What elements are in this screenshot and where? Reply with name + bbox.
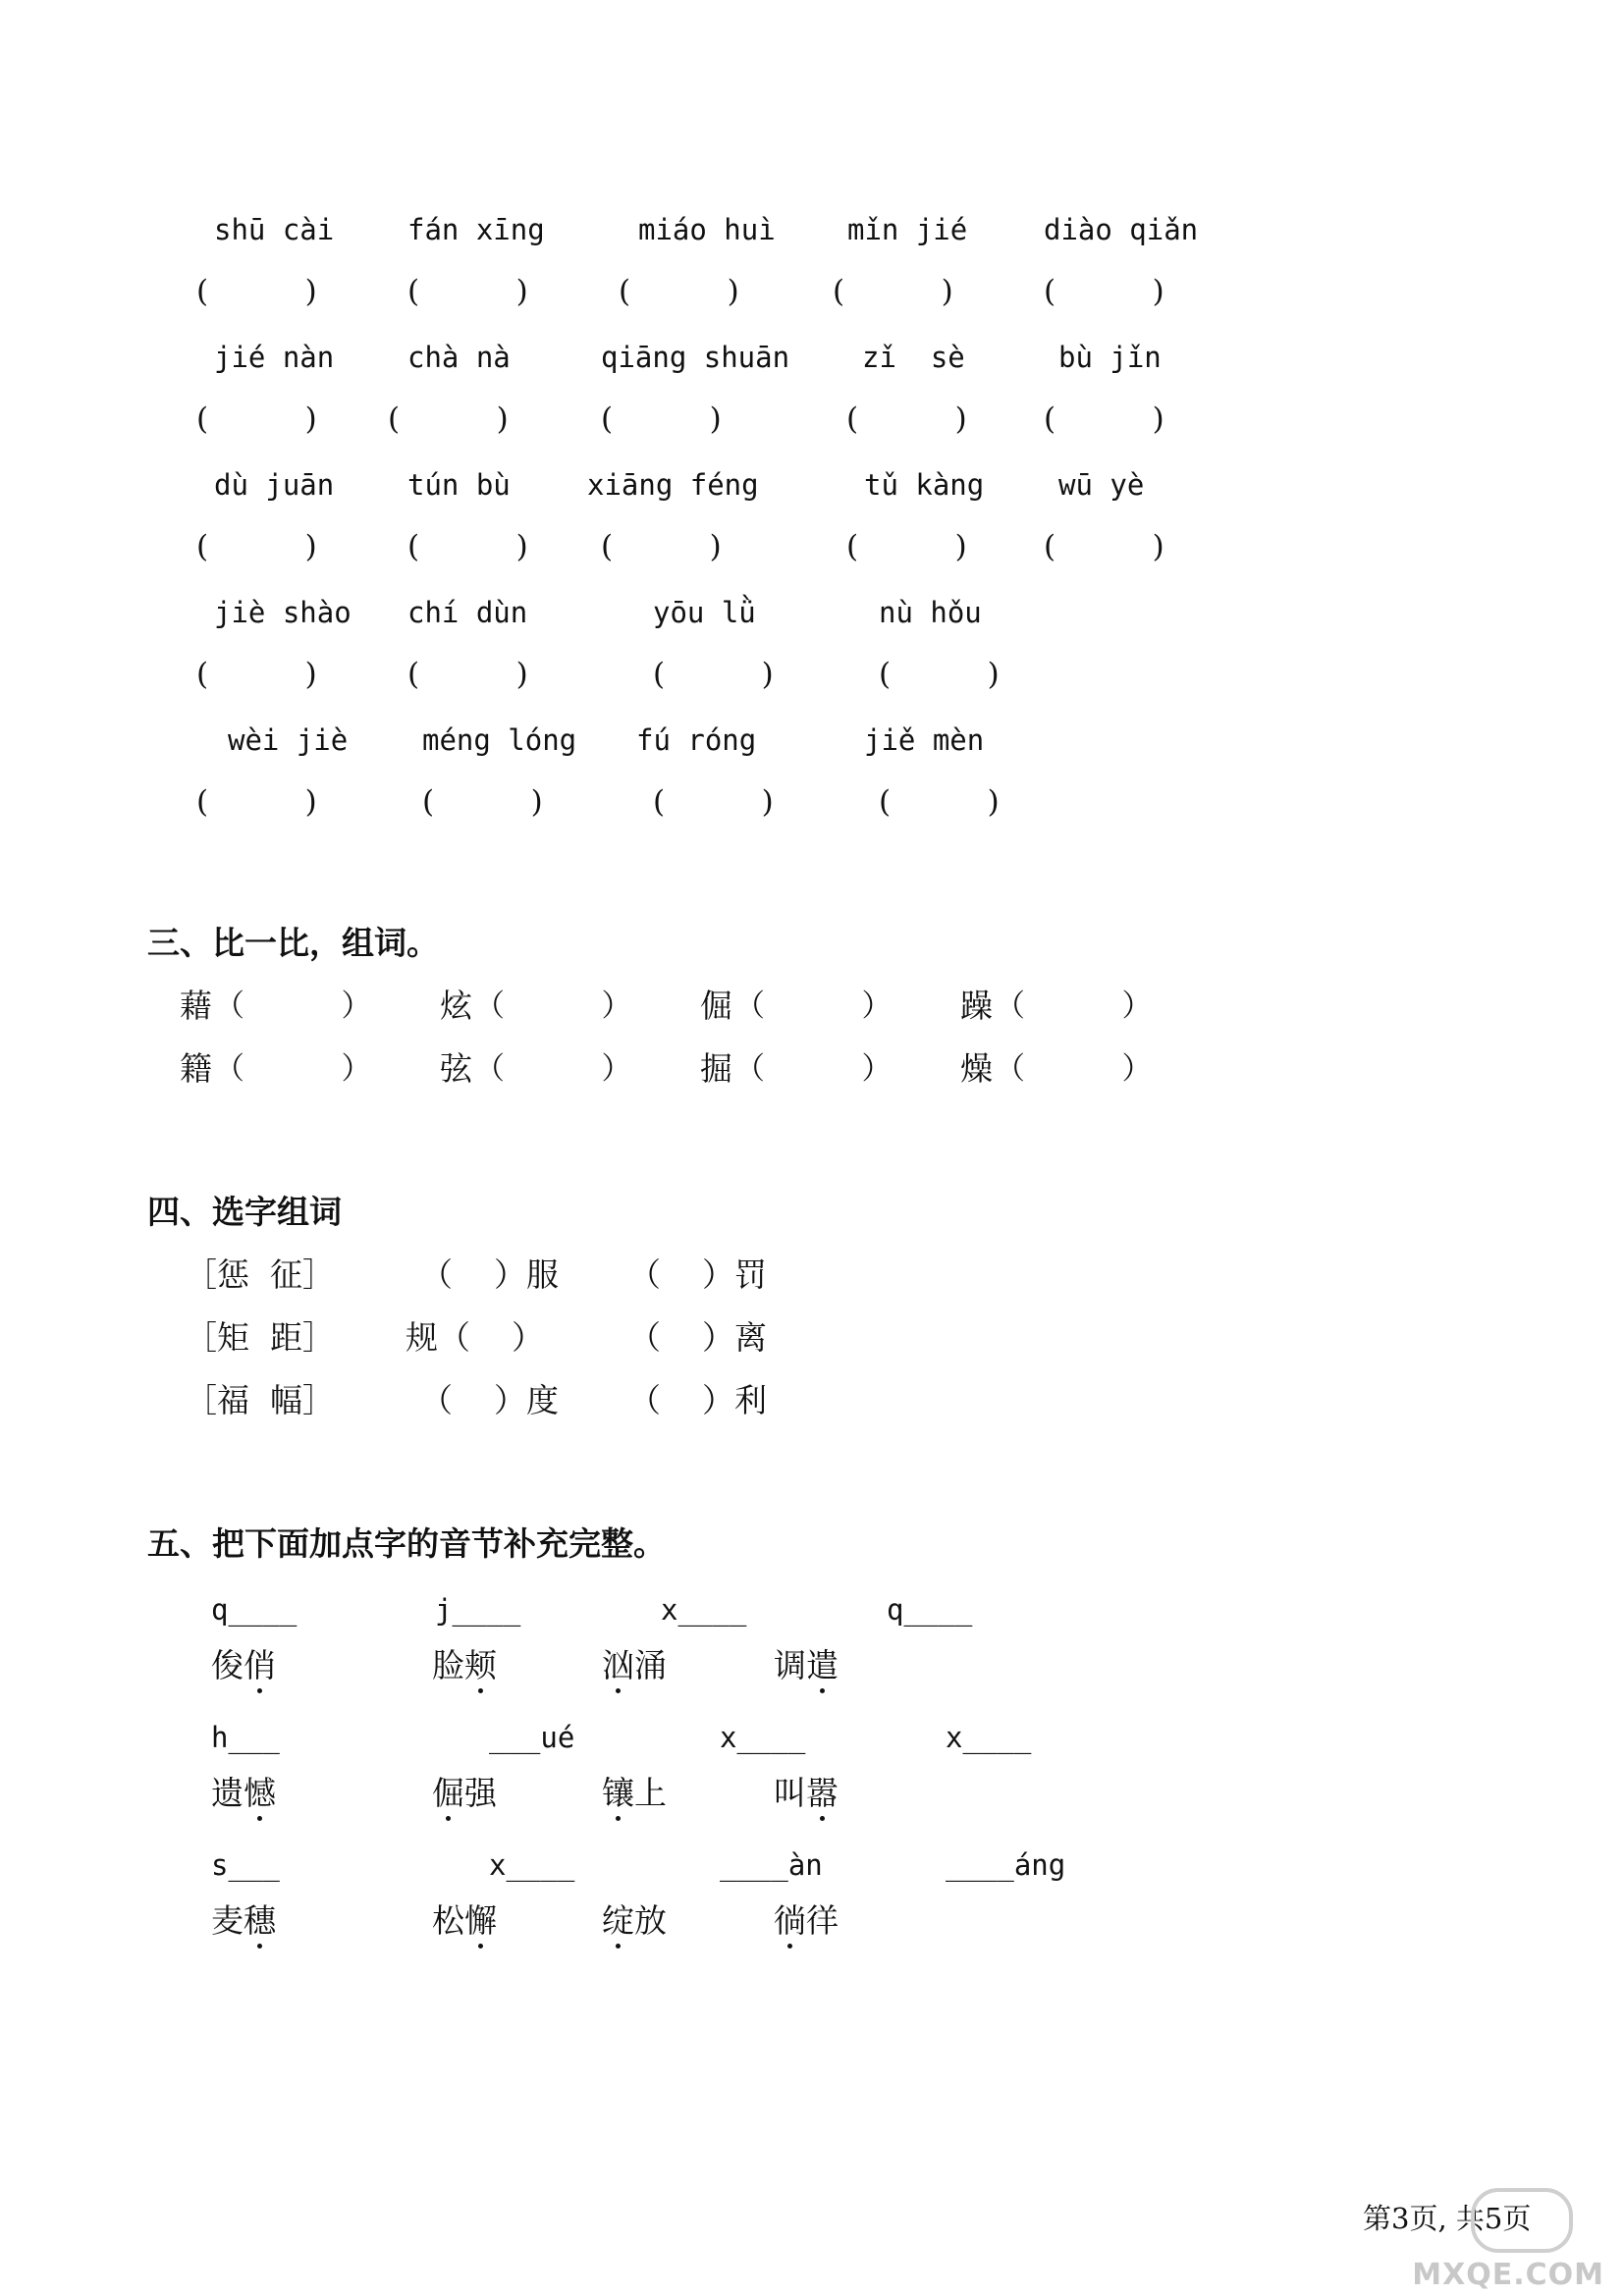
pinyin-item: jiè shào (214, 596, 352, 629)
syllable-blank[interactable]: q____ (211, 1593, 298, 1627)
syllable-blank[interactable]: ____áng (946, 1848, 1066, 1882)
page-number: 第3页, 共5页 (1363, 2202, 1532, 2235)
compare-char: 躁 (960, 987, 993, 1025)
answer-paren[interactable]: ( ) (1044, 401, 1164, 437)
choose-blank[interactable]: （ ）利 (628, 1381, 767, 1419)
word-char: 上 (634, 1774, 667, 1812)
answer-paren[interactable]: ( ) (196, 529, 317, 564)
answer-paren[interactable]: ( ) (388, 401, 509, 437)
watermark-logo (1471, 2188, 1573, 2253)
pinyin-item: bù jǐn (1058, 341, 1162, 374)
answer-paren[interactable]: （ ） (214, 1051, 372, 1087)
word-char: 徉 (806, 1901, 839, 1940)
pinyin-item: yōu lǜ (653, 596, 756, 629)
word-char: 叫 (774, 1774, 806, 1812)
choose-blank[interactable]: （ ）罚 (628, 1255, 767, 1294)
syllable-blank[interactable]: q____ (887, 1593, 973, 1627)
dotted-char: 懈 (464, 1901, 497, 1940)
syllable-blank[interactable]: h___ (211, 1721, 280, 1754)
answer-paren[interactable]: ( ) (196, 274, 317, 309)
answer-paren[interactable]: （ ） (474, 1051, 632, 1087)
word-char: 放 (634, 1901, 667, 1940)
word (211, 1901, 276, 1940)
word-char: 松 (432, 1901, 464, 1940)
answer-paren[interactable]: ( ) (601, 401, 722, 437)
compare-char: 弦 (440, 1049, 472, 1088)
pinyin-item: qiāng shuān (601, 341, 790, 374)
pinyin-item: fán xīng (407, 213, 545, 246)
answer-paren[interactable]: ( ) (846, 401, 967, 437)
dotted-char: 汹 (602, 1646, 634, 1684)
dotted-char: 徜 (774, 1901, 806, 1940)
dotted-char: 镶 (602, 1774, 634, 1812)
syllable-blank[interactable]: j____ (435, 1593, 521, 1627)
word-char: 遗 (211, 1774, 244, 1812)
syllable-blank[interactable]: x____ (720, 1721, 806, 1754)
dotted-char: 绽 (602, 1901, 634, 1940)
dotted-char: 颊 (464, 1646, 497, 1684)
section-5-title: 五、把下面加点字的音节补充完整。 (147, 1524, 666, 1563)
pinyin-item: tǔ kàng (864, 468, 985, 502)
pinyin-item: miáo huì (638, 213, 776, 246)
syllable-blank[interactable]: ___ué (489, 1721, 575, 1754)
compare-char: 籍 (180, 1049, 212, 1088)
answer-paren[interactable]: （ ） (734, 1051, 893, 1087)
word-char: 强 (464, 1774, 497, 1812)
word (432, 1646, 497, 1684)
answer-paren[interactable]: ( ) (846, 529, 967, 564)
answer-paren[interactable]: （ ） (995, 1051, 1153, 1087)
answer-paren[interactable]: （ ） (734, 988, 893, 1024)
word (774, 1901, 839, 1940)
word (602, 1901, 667, 1940)
word (432, 1774, 497, 1812)
word (774, 1774, 839, 1812)
pinyin-item: jié nàn (214, 341, 335, 374)
answer-paren[interactable]: ( ) (879, 657, 1000, 692)
section-4-title: 四、选字组词 (147, 1193, 342, 1231)
choose-blank[interactable]: （ ）离 (628, 1318, 767, 1357)
syllable-blank[interactable]: ____àn (720, 1848, 823, 1882)
pinyin-item: chà nà (407, 341, 511, 374)
answer-paren[interactable]: ( ) (407, 657, 528, 692)
dotted-char: 倔 (432, 1774, 464, 1812)
compare-char: 燥 (960, 1049, 993, 1088)
pinyin-item: fú róng (636, 723, 757, 757)
choice-pair: ［矩 距］ (185, 1318, 335, 1357)
pinyin-item: tún bù (407, 468, 511, 502)
answer-paren[interactable]: ( ) (422, 784, 543, 820)
syllable-blank[interactable]: x____ (661, 1593, 747, 1627)
compare-char: 炫 (440, 987, 472, 1025)
choose-blank[interactable]: （ ）服 (420, 1255, 559, 1294)
answer-paren[interactable]: ( ) (653, 784, 774, 820)
pinyin-item: jiě mèn (864, 723, 985, 757)
word-char: 麦 (211, 1901, 244, 1940)
answer-paren[interactable]: ( ) (196, 784, 317, 820)
answer-paren[interactable]: ( ) (619, 274, 739, 309)
answer-paren[interactable]: ( ) (833, 274, 953, 309)
word-char: 涌 (634, 1646, 667, 1684)
pinyin-item: diào qiǎn (1044, 213, 1199, 246)
watermark: MXQE.COM (1412, 2258, 1604, 2292)
section-3-title: 三、比一比，组词。 (147, 924, 439, 962)
answer-paren[interactable]: ( ) (407, 274, 528, 309)
word (211, 1774, 276, 1812)
answer-paren[interactable]: ( ) (196, 657, 317, 692)
pinyin-item: mǐn jié (847, 213, 968, 246)
answer-paren[interactable]: ( ) (601, 529, 722, 564)
compare-char: 倔 (700, 987, 732, 1025)
word-char: 俊 (211, 1646, 244, 1684)
choose-blank[interactable]: （ ）度 (420, 1381, 559, 1419)
word (432, 1901, 497, 1940)
dotted-char: 俏 (244, 1646, 276, 1684)
choice-pair: ［惩 征］ (185, 1255, 335, 1294)
word-char: 调 (774, 1646, 806, 1684)
pinyin-item: méng lóng (422, 723, 577, 757)
pinyin-item: xiāng féng (587, 468, 759, 502)
dotted-char: 遣 (806, 1646, 839, 1684)
choose-blank[interactable]: 规（ ） (406, 1318, 544, 1357)
answer-paren[interactable]: ( ) (407, 529, 528, 564)
pinyin-item: wū yè (1058, 468, 1145, 502)
word (602, 1646, 667, 1684)
answer-paren[interactable]: ( ) (653, 657, 774, 692)
pinyin-item: chí dùn (407, 596, 528, 629)
answer-paren[interactable]: （ ） (474, 988, 632, 1024)
syllable-blank[interactable]: x____ (946, 1721, 1032, 1754)
syllable-blank[interactable]: x____ (489, 1848, 575, 1882)
word (211, 1646, 276, 1684)
answer-paren[interactable]: （ ） (995, 988, 1153, 1024)
pinyin-item: dù juān (214, 468, 335, 502)
pinyin-item: shū cài (214, 213, 335, 246)
answer-paren[interactable]: ( ) (196, 401, 317, 437)
pinyin-item: nù hǒu (879, 596, 982, 629)
dotted-char: 穗 (244, 1901, 276, 1940)
answer-paren[interactable]: ( ) (1044, 274, 1164, 309)
dotted-char: 憾 (244, 1774, 276, 1812)
pinyin-item: zǐ sè (862, 341, 965, 374)
compare-char: 藉 (180, 987, 212, 1025)
word (602, 1774, 667, 1812)
compare-char: 掘 (700, 1049, 732, 1088)
dotted-char: 嚣 (806, 1774, 839, 1812)
answer-paren[interactable]: （ ） (214, 988, 372, 1024)
answer-paren[interactable]: ( ) (879, 784, 1000, 820)
word-char: 脸 (432, 1646, 464, 1684)
syllable-blank[interactable]: s___ (211, 1848, 280, 1882)
choice-pair: ［福 幅］ (185, 1381, 335, 1419)
word (774, 1646, 839, 1684)
pinyin-item: wèi jiè (228, 723, 349, 757)
answer-paren[interactable]: ( ) (1044, 529, 1164, 564)
